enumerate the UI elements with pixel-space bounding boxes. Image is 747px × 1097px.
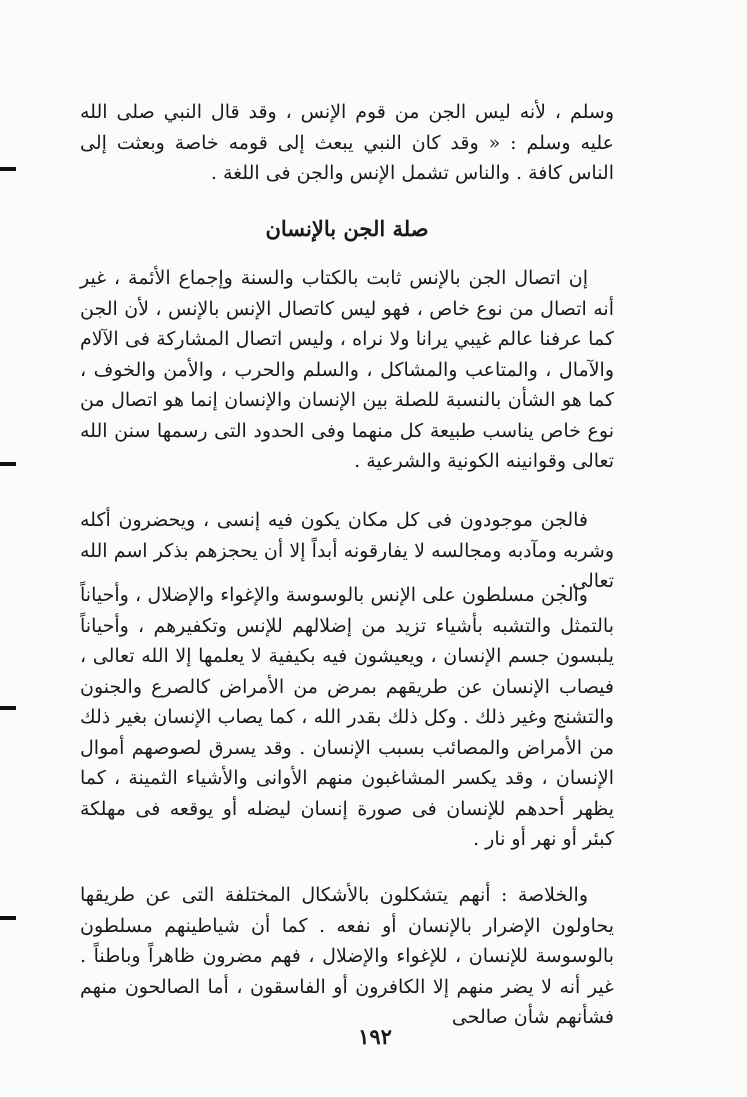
intro-paragraph: وسلم ، لأنه ليس الجن من قوم الإنس ، وقد قال النبي صلى الله عليه وسلم : « وقد كان النبي يبعث إلى قومه خاصة وبعثت إلى الناس كافة . والناس تشمل الإنس والجن فى اللغة . [80,101,615,184]
paragraph-3 [80,580,614,855]
intro-text [80,97,614,189]
paragraph-4 [80,880,614,1033]
paragraph-text: إن اتصال الجن بالإنس ثابت بالكتاب والسنة وإجماع الأئمة ، غير أنه اتصال من نوع خاص ، فهو ليس كاتصال الإنس بالإنس ، لأن الجن كما عرفنا عالم غيبي يرانا ولا نراه ، وليس اتصال المشاركة فى الآلام والآمال ، والمتاعب والمشاكل ، والسلم والحرب ، والأمن والخوف ، كما هو الشأن بالنسبة للصلة بين الإنسان والإنسان إنما هو اتصال من نوع خاص يناسب طبيعة كل منهما وفى الحدود التى رسمها سنن الله تعالى وقوانينه الكونية والشرعية . [80,267,614,472]
paragraph-text: والجن مسلطون على الإنس بالوسوسة والإغواء والإضلال ، وأحياناً بالتمثل والتشبه بأشياء تزيد من إضلالهم للإنس وتكفيرهم ، وأحياناً يلبسون جسم الإنسان ، ويعيشون فيه بكيفية لا يعلمها إلا الله تعالى ، فيصاب الإنسان عن طريقهم بمرض من الأمراض كالصرع والجنون والتشنج وغير ذلك . وكل ذلك بقدر الله ، كما يصاب الإنسان بغير ذلك من الأمراض والمصائب بسبب الإنسان . وقد يسرق لصوصهم أموال الإنسان ، وقد يكسر المشاغبون منهم الأوانى والأشياء الثمينة ، كما يظهر أحدهم للإنسان فى صورة إنسان ليضله أو يوقعه فى مهلكة كبئر أو نهر أو نار . [80,584,614,850]
paragraph-text: والخلاصة : أنهم يتشكلون بالأشكال المختلفة التى عن طريقها يحاولون الإضرار بالإنسان أو نفعه . كما أن شياطينهم مسلطون بالوسوسة للإنسان ، للإغواء والإضلال ، فهم مضرون ظاهراً وباطناً . غير أنه لا يضر منهم إلا الكافرون أو الفاسقون ، أما الصالحون منهم فشأنهم شأن صالحى [80,884,614,1028]
binding-mark [0,167,16,171]
binding-mark [0,462,16,466]
paragraph-text: فالجن موجودون فى كل مكان يكون فيه إنسى ، ويحضرون أكله وشربه ومآدبه ومجالسه لا يفارقونه أبداً إلا أن يحجزهم بذكر اسم الله تعالى . [80,509,614,592]
binding-mark [0,706,16,710]
page-number: ١٩٢ [358,1024,392,1049]
section-heading: صلة الجن بالإنسان [265,216,429,241]
paragraph-1 [80,263,614,477]
binding-mark [0,916,16,920]
